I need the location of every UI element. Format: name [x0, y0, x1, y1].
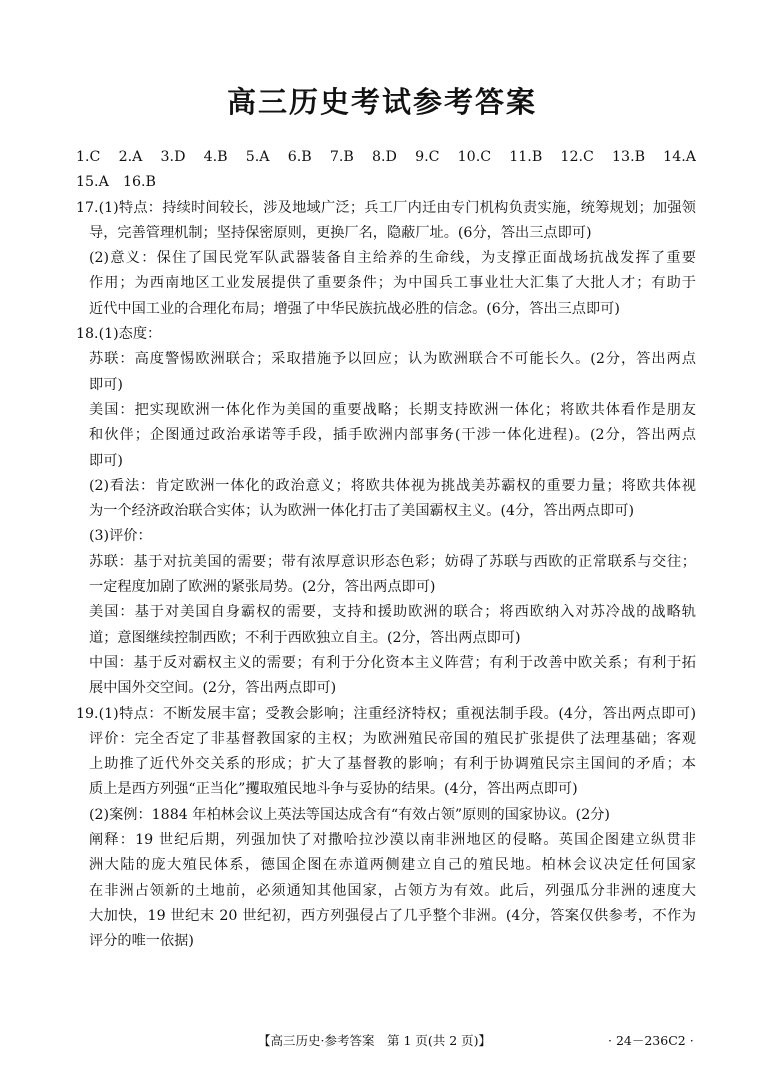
text-line: 上助推了近代外交关系的形成；扩大了基督教的影响；有利于协调殖民宗主国间的矛盾；本 — [89, 756, 696, 773]
text-line: 即可) — [89, 452, 123, 469]
text-line: 展中国外交空间。(2分，答出两点即可) — [89, 680, 337, 697]
text-line: 即可) — [89, 376, 123, 393]
text-line: 和伙伴；企图通过政治承诺等手段，插手欧洲内部事务(干涉一体化进程)。(2分，答出两点 — [89, 427, 696, 444]
text-line: 导，完善管理机制；坚持保密原则，更换厂名，隐蔽厂址。(6分，答出三点即可) — [89, 224, 592, 241]
text-line: 评分的唯一依据) — [89, 933, 194, 950]
text-line: 作用；为西南地区工业发展提供了重要条件；为中国兵工事业壮大汇集了大批人才；有助于 — [89, 275, 696, 292]
text-line: 18.(1)态度： — [76, 326, 162, 343]
text-line: (3)评价： — [89, 528, 152, 545]
text-line: 近代中国工业的合理化布局；增强了中华民族抗战必胜的信念。(6分，答出三点即可) — [89, 300, 620, 317]
text-line: 质上是西方列强“正当化”攫取殖民地斗争与妥协的结果。(4分，答出两点即可) — [89, 781, 578, 798]
text-line: (2)看法：肯定欧洲一体化的政治意义；将欧共体视为挑战美苏霸权的重要力量；将欧共体视 — [89, 477, 696, 494]
text-line: 在非洲占领新的土地前，必须通知其他国家，占领方为有效。此后，列强瓜分非洲的速度大 — [89, 882, 696, 899]
text-line: 1.C 2.A 3.D 4.B 5.A 6.B 7.B 8.D 9.C 10.C 11.B 12.C 13.B 14.A — [76, 149, 696, 165]
text-line: 为一个经济政治联合实体；认为欧洲一体化打击了美国霸权主义。(4分，答出两点即可) — [89, 503, 635, 520]
text-line: (2)案例：1884 年柏林会议上英法等国达成含有“有效占领”原则的国家协议。(2分) — [89, 806, 610, 823]
text-line: 一定程度加剧了欧洲的紧张局势。(2分，答出两点即可) — [89, 579, 436, 596]
footer-doc-code: · 24－236C2 · — [608, 1033, 694, 1048]
text-line: 苏联：基于对抗美国的需要；带有浓厚意识形态色彩；妨碍了苏联与西欧的正常联系与交往； — [89, 553, 696, 570]
footer-page-info: 【高三历史·参考答案 第 1 页(共 2 页)】 — [258, 1033, 492, 1048]
text-line: 阐释：19 世纪后期，列强加快了对撒哈拉沙漠以南非洲地区的侵略。英国企图建立纵贯非 — [89, 832, 696, 849]
text-line: (2)意义：保住了国民党军队武器装备自主给养的生命线，为支撑正面战场抗战发挥了重要 — [89, 250, 696, 267]
text-line: 美国：基于对美国自身霸权的需要，支持和援助欧洲的联合；将西欧纳入对苏冷战的战略轨 — [89, 604, 696, 621]
text-line: 评价：完全否定了非基督教国家的主权；为欧洲殖民帝国的殖民扩张提供了法理基础；客观 — [89, 730, 696, 747]
text-line: 19.(1)特点：不断发展丰富；受教会影响；注重经济特权；重视法制手段。(4分，答出两点即可) — [76, 705, 696, 722]
text-line: 苏联：高度警惕欧洲联合；采取措施予以回应；认为欧洲联合不可能长久。(2分，答出两点 — [89, 351, 696, 368]
text-line: 大加快，19 世纪末 20 世纪初，西方列强侵占了几乎整个非洲。(4分，答案仅供参考，不作为 — [89, 907, 696, 924]
page-title: 高三历史考试参考答案 — [226, 85, 537, 119]
text-line: 15.A 16.B — [76, 174, 156, 191]
text-line: 美国：把实现欧洲一体化作为美国的重要战略；长期支持欧洲一体化；将欧共体看作是朋友 — [89, 401, 696, 418]
text-line: 洲大陆的庞大殖民体系，德国企图在赤道两侧建立自己的殖民地。柏林会议决定任何国家 — [89, 857, 696, 874]
answer-body — [76, 145, 696, 955]
text-line: 17.(1)特点：持续时间较长，涉及地域广泛；兵工厂内迁由专门机构负责实施，统筹规划；加强领 — [76, 199, 696, 216]
text-line: 中国：基于反对霸权主义的需要；有利于分化资本主义阵营；有利于改善中欧关系；有利于拓 — [89, 654, 696, 671]
text-line: 道；意图继续控制西欧；不利于西欧独立自主。(2分，答出两点即可) — [89, 629, 521, 646]
